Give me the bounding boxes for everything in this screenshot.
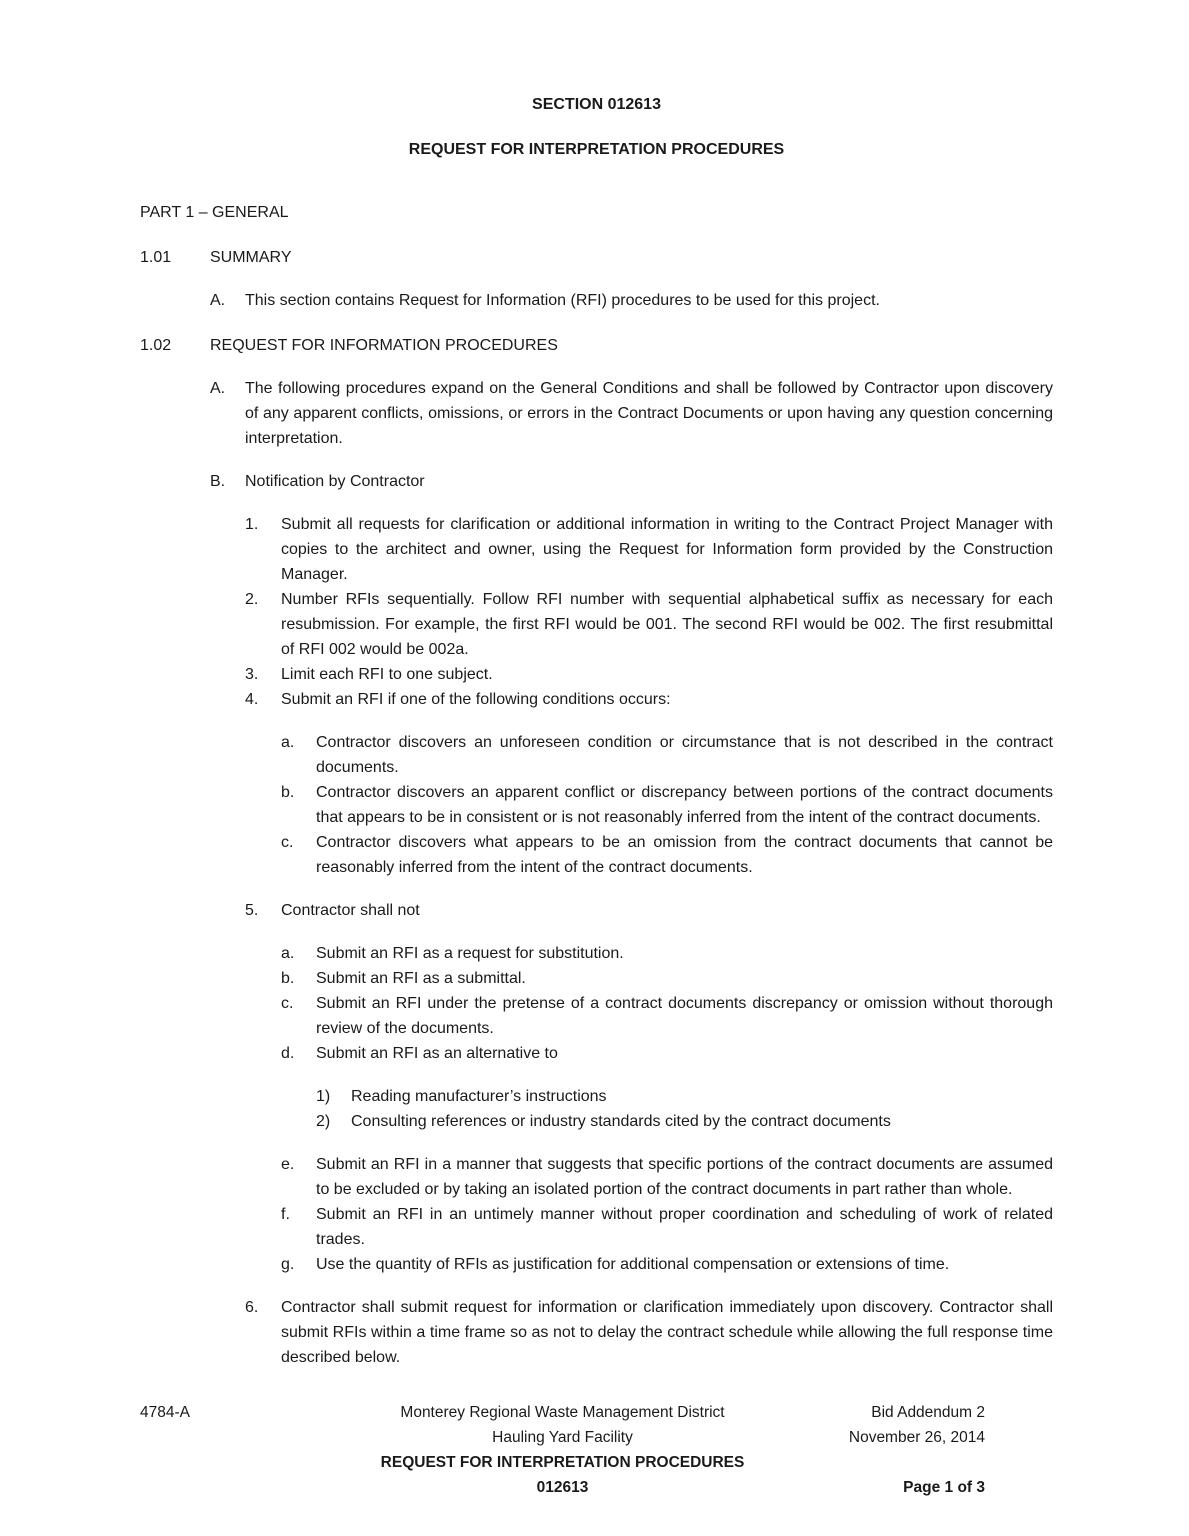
list-item-label: c. [281, 834, 294, 851]
footer-spacer [744, 1450, 985, 1475]
footer-org: Monterey Regional Waste Management District [400, 1404, 725, 1421]
condition-a [281, 730, 1053, 780]
condition-b [281, 780, 1053, 830]
list-item-text: Use the quantity of RFIs as justification for additional compensation or extensions of time. [316, 1256, 950, 1273]
list-item-text: Consulting references or industry standards cited by the contract documents [351, 1113, 891, 1130]
list-item-label: b. [281, 784, 295, 801]
list-item-text: Contractor discovers what appears to be an omission from the contract documents that cannot be reasonably inferred from the intent of the contract documents. [316, 834, 1053, 876]
clause-text: The following procedures expand on the General Conditions and shall be followed by Contractor upon discovery of any apparent conflicts, omissions, or errors in the Contract Documents or upon having any question concerning interpretation. [245, 380, 1053, 447]
article-title: REQUEST FOR INFORMATION PROCEDURES [210, 337, 558, 354]
list-item-label: d. [281, 1045, 295, 1062]
clause-101-a [210, 288, 1053, 313]
clause-text: Notification by Contractor [245, 473, 425, 490]
list-item-label: 3. [245, 666, 259, 683]
shall-not-g [281, 1252, 1053, 1277]
shall-not-d [281, 1041, 1053, 1066]
list-item-5 [245, 898, 1053, 923]
list-item-text: Submit an RFI in a manner that suggests that specific portions of the contract documents are assumed to be excluded or by taking an isolated portion of the contract documents in part rather than whole. [316, 1156, 1053, 1198]
footer-left [140, 1400, 381, 1500]
clause-102-b [210, 469, 1053, 494]
clause-label: A. [210, 292, 226, 309]
list-item-2 [245, 587, 1053, 662]
list-item-text: Reading manufacturer’s instructions [351, 1088, 607, 1105]
list-item-text: Number RFIs sequentially. Follow RFI number with sequential alphabetical suffix as necessary for each resubmission. For example, the first RFI would be 001. The second RFI would be 002. The first resubmittal of RFI 002 would be 002a. [281, 591, 1053, 658]
list-item-label: 1. [245, 516, 259, 533]
list-item-text: Submit an RFI as a submittal. [316, 970, 526, 987]
list-item-label: c. [281, 995, 294, 1012]
part-heading: PART 1 – GENERAL [140, 204, 289, 221]
footer-addendum: Bid Addendum 2 [871, 1404, 986, 1421]
footer-doc-title: REQUEST FOR INTERPRETATION PROCEDURES [380, 1454, 745, 1471]
list-item-text: Submit an RFI in an untimely manner without proper coordination and scheduling of work of related trades. [316, 1206, 1053, 1248]
document-title: REQUEST FOR INTERPRETATION PROCEDURES [408, 141, 785, 158]
footer-center [381, 1400, 745, 1500]
list-item-label: a. [281, 734, 295, 751]
footer-date: November 26, 2014 [848, 1429, 986, 1446]
footer-right [744, 1400, 985, 1500]
list-item-label: 5. [245, 902, 259, 919]
condition-c [281, 830, 1053, 880]
clause-text: This section contains Request for Information (RFI) procedures to be used for this project. [245, 292, 880, 309]
list-item-text: Submit an RFI as a request for substitution. [316, 945, 624, 962]
article-number: 1.02 [140, 337, 172, 354]
list-item-label: 4. [245, 691, 259, 708]
list-item-label: 6. [245, 1299, 259, 1316]
alternative-1 [316, 1084, 1053, 1109]
list-item-label: a. [281, 945, 295, 962]
list-item-text: Submit all requests for clarification or additional information in writing to the Contract Project Manager with copies to the architect and owner, using the Request for Information form provided by the Construction Manager. [281, 516, 1053, 583]
article-1-01-heading [140, 245, 1053, 270]
list-item-text: Contractor discovers an apparent conflict or discrepancy between portions of the contract documents that appears to be in consistent or is not reasonably inferred from the intent of the contract documents. [316, 784, 1053, 826]
list-item-3 [245, 662, 1053, 687]
list-item-label: 2) [316, 1113, 331, 1130]
project-number: 4784-A [140, 1404, 190, 1421]
clause-label: A. [210, 380, 226, 397]
article-1-02-heading [140, 333, 1053, 358]
shall-not-b [281, 966, 1053, 991]
list-item-text: Contractor shall submit request for information or clarification immediately upon discovery. Contractor shall submit RFIs within a time frame so as not to delay the contract schedule while allowing the full response time described below. [281, 1299, 1053, 1366]
list-item-1 [245, 512, 1053, 587]
list-item-label: 1) [316, 1088, 331, 1105]
list-item-text: Submit an RFI as an alternative to [316, 1045, 558, 1062]
list-item-label: b. [281, 970, 295, 987]
list-item-text: Contractor discovers an unforeseen condition or circumstance that is not described in the contract documents. [316, 734, 1053, 776]
alternative-2 [316, 1109, 1053, 1134]
list-item-text: Limit each RFI to one subject. [281, 666, 493, 683]
article-title: SUMMARY [210, 249, 292, 266]
page-footer [140, 1400, 985, 1500]
list-item-text: Submit an RFI under the pretense of a contract documents discrepancy or omission without thorough review of the documents. [316, 995, 1053, 1037]
section-heading: SECTION 012613 [532, 96, 661, 113]
list-item-label: f. [281, 1206, 290, 1223]
shall-not-c [281, 991, 1053, 1041]
footer-page-number: Page 1 of 3 [903, 1479, 986, 1496]
list-item-text: Submit an RFI if one of the following conditions occurs: [281, 691, 671, 708]
shall-not-f [281, 1202, 1053, 1252]
list-item-label: g. [281, 1256, 295, 1273]
list-item-4 [245, 687, 1053, 712]
footer-section-number: 012613 [536, 1479, 589, 1496]
list-item-text: Contractor shall not [281, 902, 420, 919]
article-number: 1.01 [140, 249, 172, 266]
clause-102-a [210, 376, 1053, 451]
clause-label: B. [210, 473, 226, 490]
shall-not-e [281, 1152, 1053, 1202]
list-item-label: e. [281, 1156, 295, 1173]
list-item-6 [245, 1295, 1053, 1370]
shall-not-a [281, 941, 1053, 966]
list-item-label: 2. [245, 591, 259, 608]
footer-facility: Hauling Yard Facility [492, 1429, 633, 1446]
